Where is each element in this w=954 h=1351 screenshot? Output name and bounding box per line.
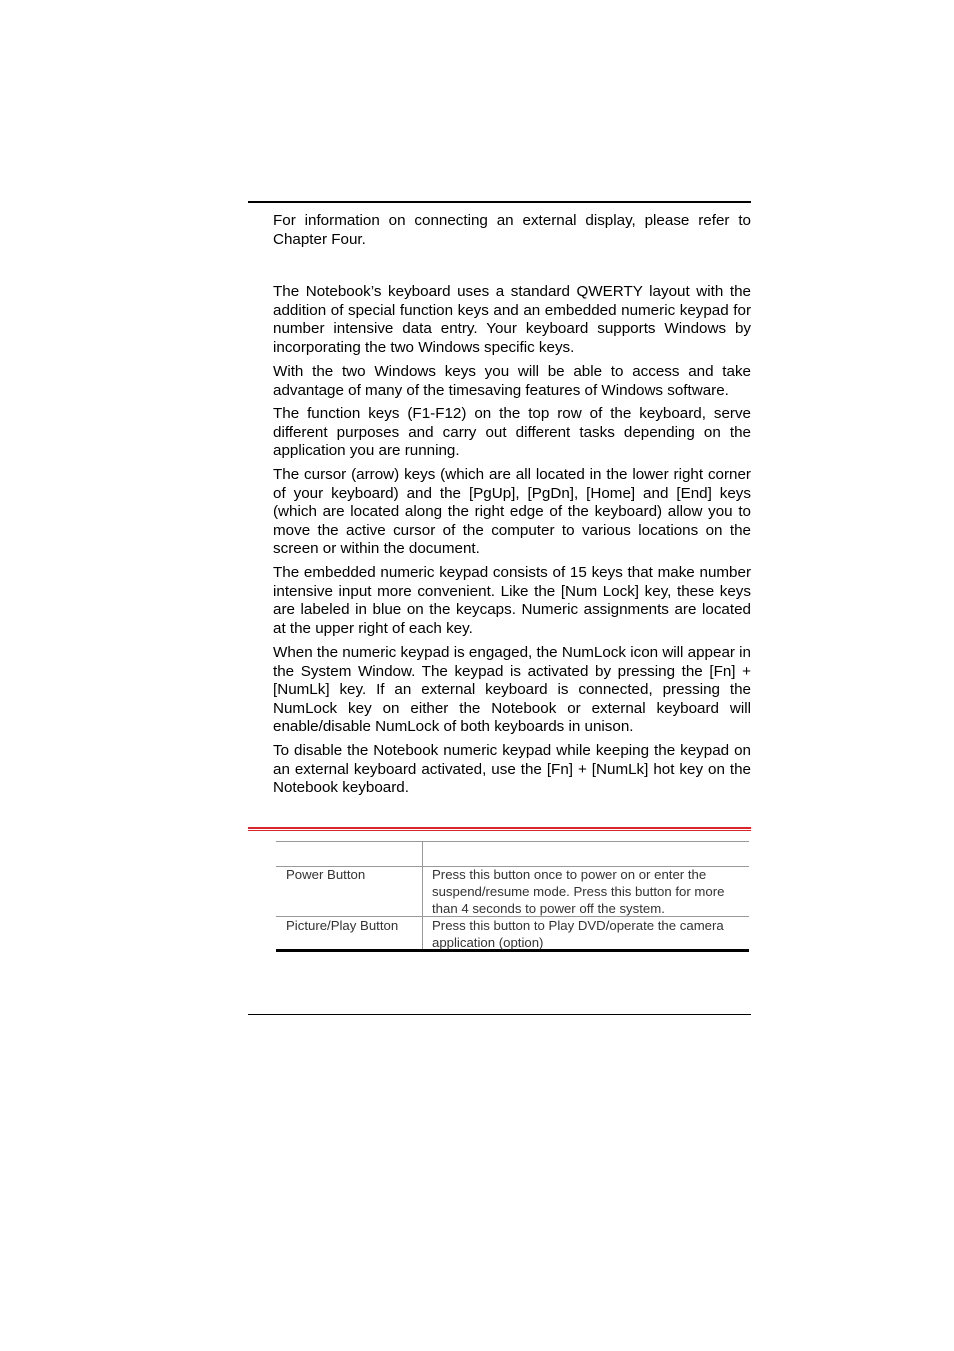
paragraph-numlock: When the numeric keypad is engaged, the NumLock icon will appear in the System Window. The keypad is activated by pressing the [Fn] + [NumLk] key. If an external keyboard is connected, pressing the NumLock key on either the Notebook or external keyboard will enable/disable NumLock of both keyboards in unison. — [273, 644, 751, 735]
top-rule — [248, 201, 751, 203]
table-row-description: Press this button to Play DVD/operate the camera application (option) — [432, 918, 724, 950]
table-row-name: Power Button — [286, 867, 366, 882]
paragraph-numeric-keypad: The embedded numeric keypad consists of 15 keys that make number intensive input more convenient. Like the [Num Lock] key, these keys are labeled in blue on the keycaps. Numeric assignments are located at the upper right of each key. — [273, 564, 751, 637]
table-top-border — [276, 841, 749, 842]
paragraph-keyboard-layout: The Notebook’s keyboard uses a standard QWERTY layout with the addition of special function keys and an embedded numeric keypad for number intensive data entry. Your keyboard supports Windows by incorporating the two Windows specific keys. — [273, 283, 751, 356]
table-column-border — [422, 841, 423, 949]
paragraph-windows-keys: With the two Windows keys you will be able to access and take advantage of many of the timesaving features of Windows software. — [273, 363, 751, 399]
paragraph-external-display: For information on connecting an external display, please refer to Chapter Four. — [273, 212, 751, 248]
bottom-rule — [248, 1014, 751, 1015]
paragraph-cursor-keys: The cursor (arrow) keys (which are all located in the lower right corner of your keyboard) and the [PgUp], [PgDn], [Home] and [End] keys (which are located along the right edge of the keyboard) allow you to move the active cursor of the computer to various locations on the screen or within the document. — [273, 466, 751, 557]
table-row-name: Picture/Play Button — [286, 918, 399, 933]
buttons-table — [276, 841, 749, 953]
table-row-description: Press this button once to power on or enter the suspend/resume mode. Press this button for more than 4 seconds to power off the system. — [432, 867, 725, 916]
paragraph-disable-keypad: To disable the Notebook numeric keypad while keeping the keypad on an external keyboard activated, use the [Fn] + [NumLk] hot key on the Notebook keyboard. — [273, 742, 751, 796]
paragraph-function-keys: The function keys (F1-F12) on the top row of the keyboard, serve different purposes and carry out different tasks depending on the application you are running. — [273, 405, 751, 459]
section-divider — [248, 827, 751, 832]
